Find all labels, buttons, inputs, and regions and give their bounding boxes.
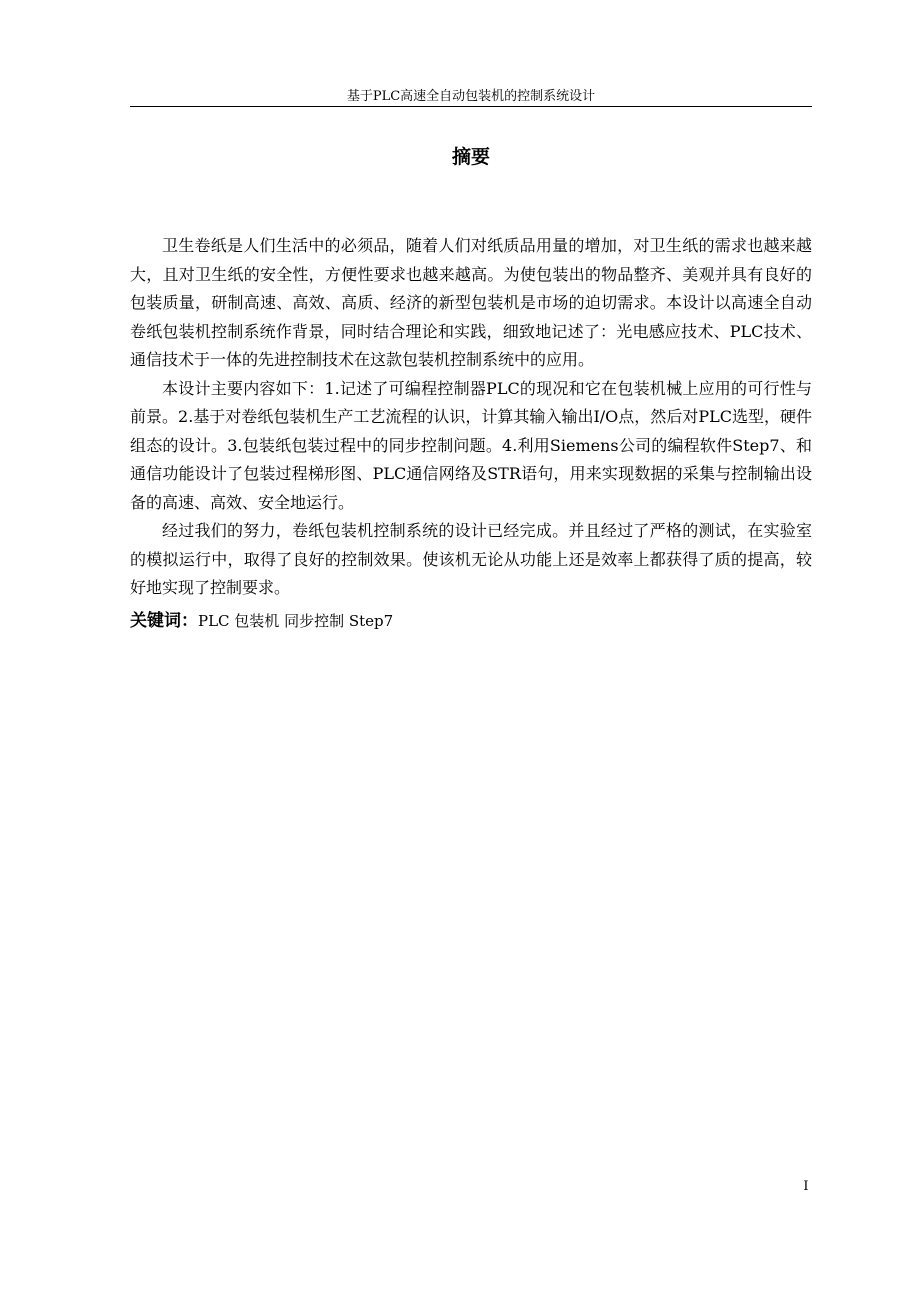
header-rule: [130, 106, 812, 107]
abstract-paragraph-1: 卫生卷纸是人们生活中的必须品，随着人们对纸质品用量的增加，对卫生纸的需求也越来越大，且对卫生纸的安全性，方便性要求也越来越高。为使包装出的物品整齐、美观并具有良好的包装质量，研制高速、高效、高质、经济的新型包装机是市场的迫切需求。本设计以高速全自动卷纸包装机控制系统作背景，同时结合理论和实践，细致地记述了：光电感应技术、PLC技术、通信技术于一体的先进控制技术在这款包装机控制系统中的应用。: [130, 236, 812, 369]
abstract-paragraph-2: 本设计主要内容如下：1.记述了可编程控制器PLC的现况和它在包装机械上应用的可行性与前景。2.基于对卷纸包装机生产工艺流程的认识，计算其输入输出I/O点，然后对PLC选型，硬件组态的设计。3.包装纸包装过程中的同步控制问题。4.利用Siemens公司的编程软件Step7、和通信功能设计了包装过程梯形图、PLC通信网络及STR语句，用来实现数据的采集与控制输出设备的高速、高效、安全地运行。: [130, 378, 812, 512]
abstract-paragraph-3: 经过我们的努力，卷纸包装机控制系统的设计已经完成。并且经过了严格的测试，在实验室的模拟运行中，取得了良好的控制效果。使该机无论从功能上还是效率上都获得了质的提高，较好地实现了控制要求。: [130, 521, 812, 597]
abstract-title: 摘要: [451, 146, 490, 168]
running-header: 基于PLC高速全自动包装机的控制系统设计: [346, 89, 596, 104]
keywords-label: 关键词：: [130, 610, 198, 631]
page-number: I: [803, 1179, 809, 1194]
keywords-values: PLC 包装机 同步控制 Step7: [198, 611, 394, 630]
abstract-body: [130, 232, 812, 635]
keywords-line: [130, 607, 812, 635]
